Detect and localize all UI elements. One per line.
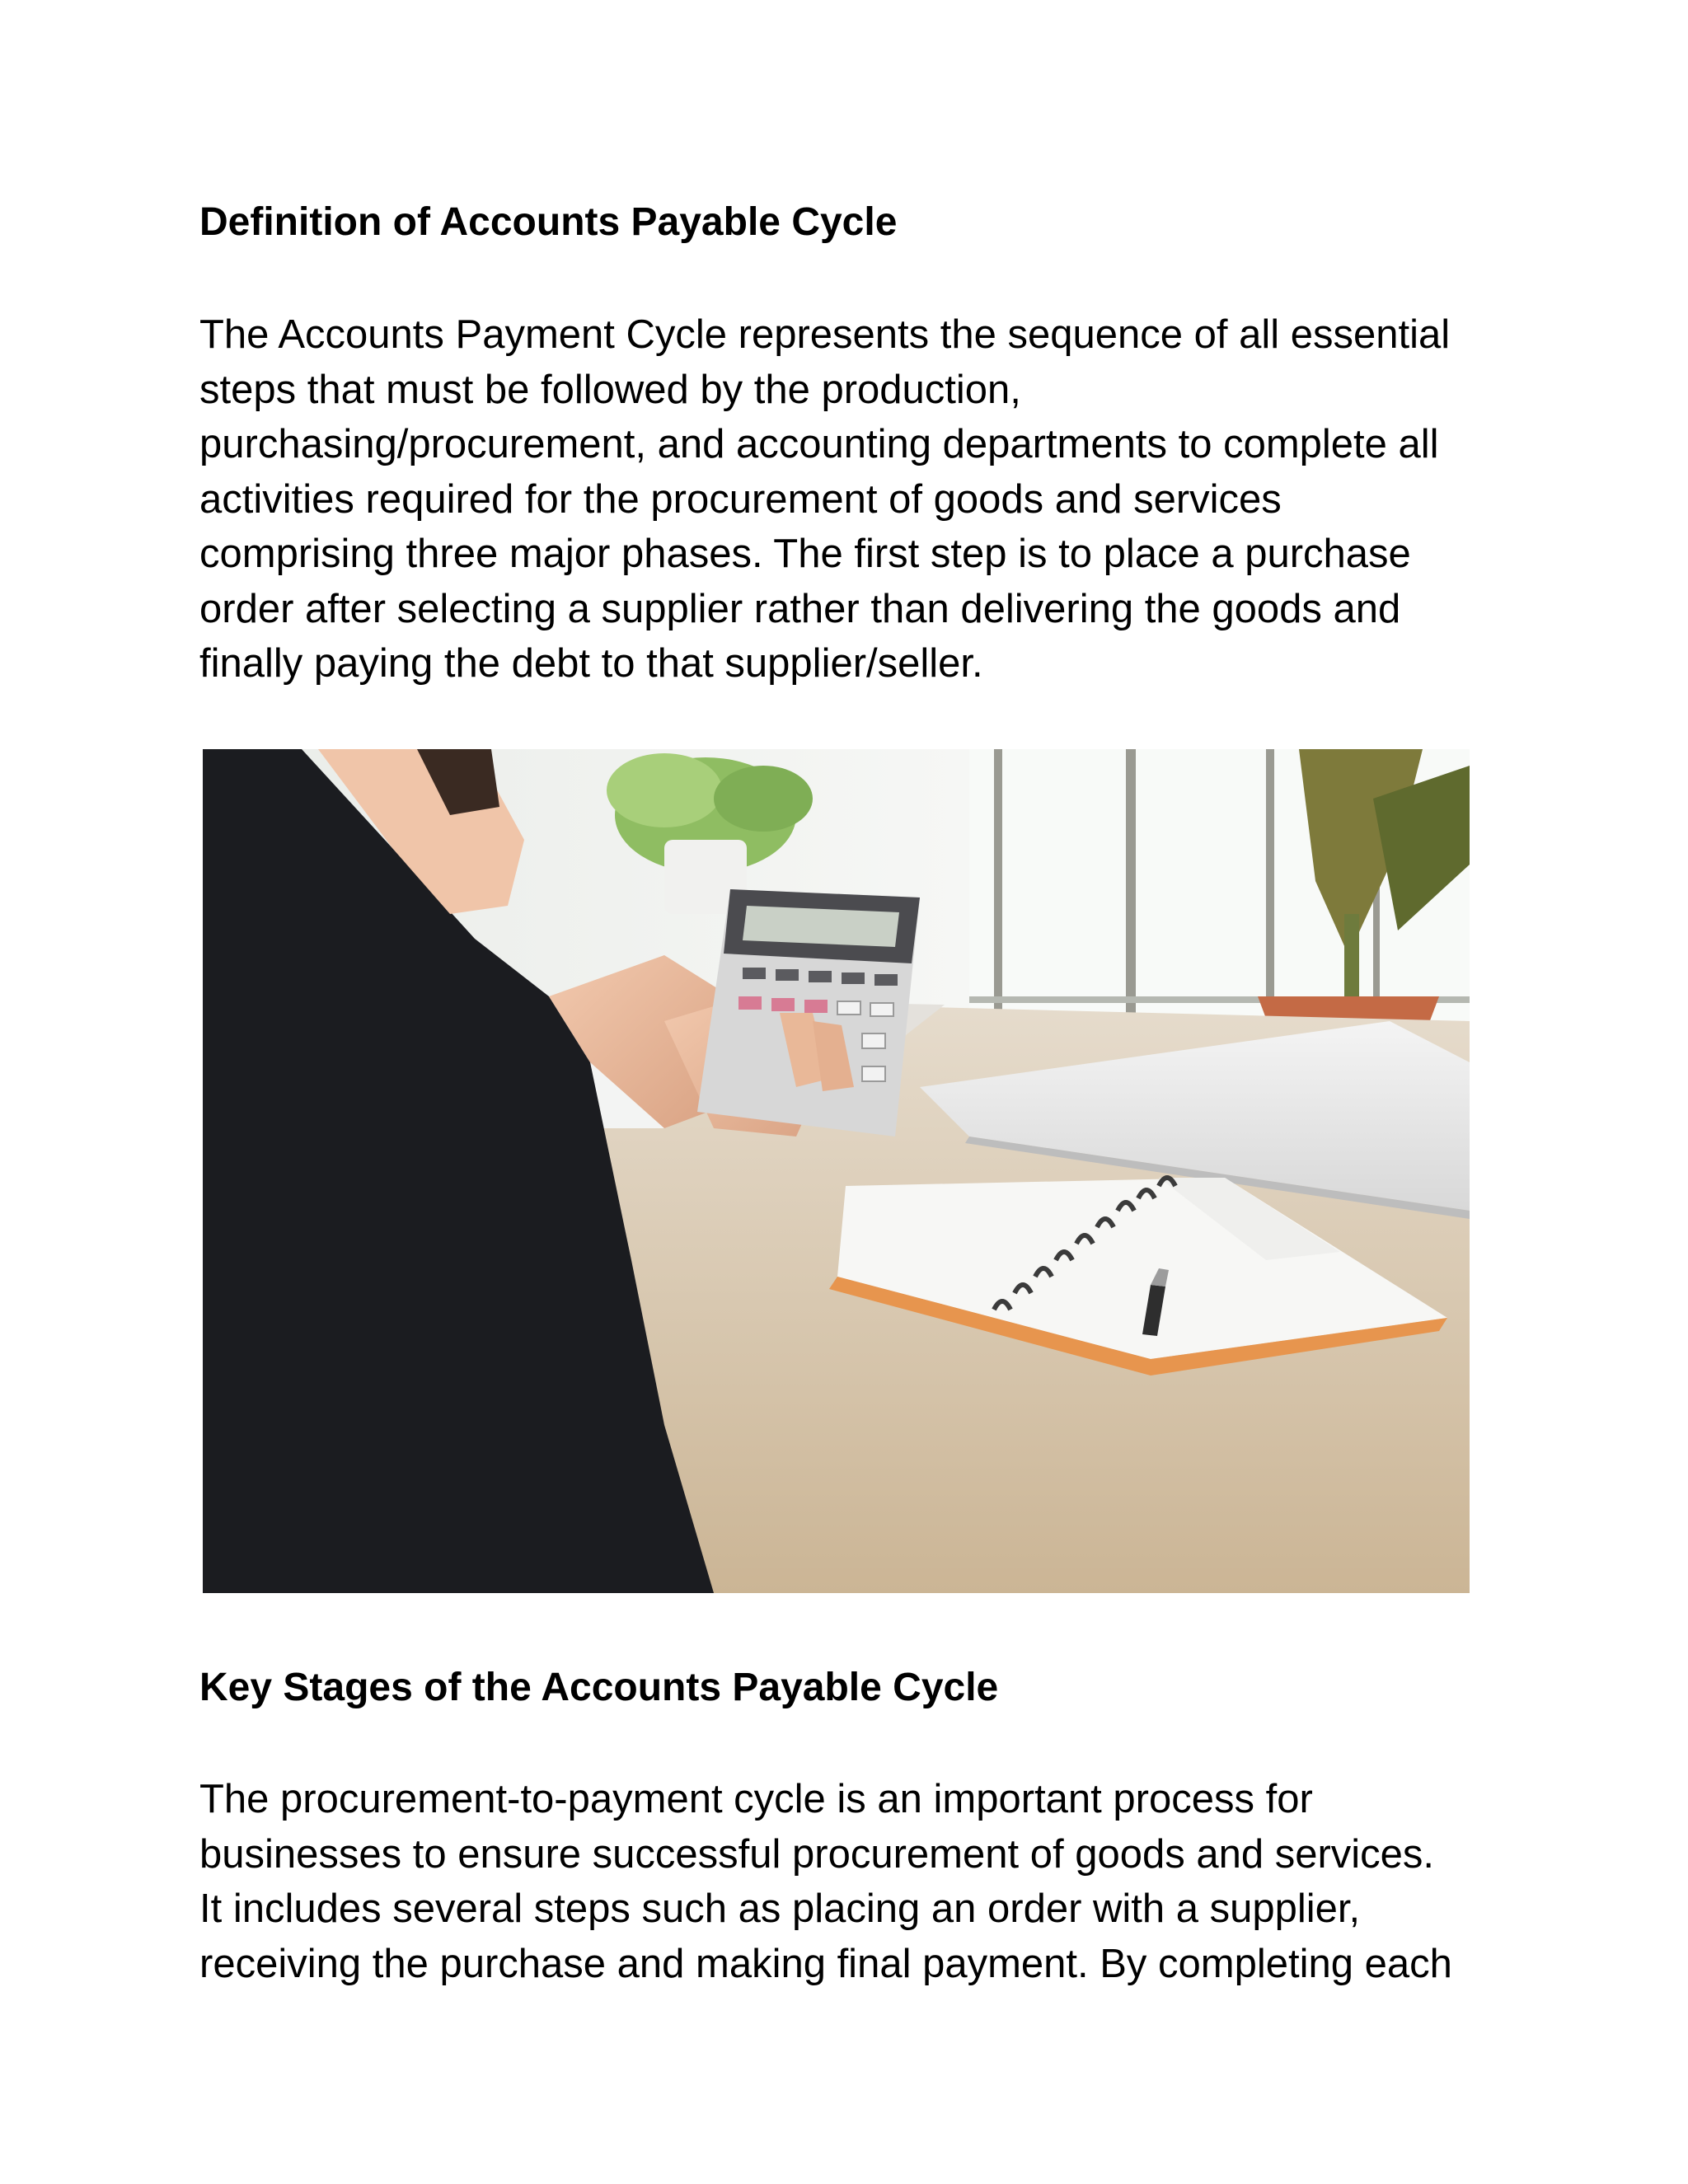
paragraph-line: comprising three major phases. The first step is to place a purchase [199, 532, 1411, 576]
paragraph-line: steps that must be followed by the production, [199, 367, 1021, 412]
person-using-calculator-photo [203, 749, 1470, 1593]
paragraph-line: The Accounts Payment Cycle represents the sequence of all essential [199, 312, 1451, 357]
paragraph-line: purchasing/procurement, and accounting departments to complete all [199, 422, 1439, 466]
paragraph-line: finally paying the debt to that supplier/seller. [199, 641, 983, 686]
paragraph-line: It includes several steps such as placing an order with a supplier, [199, 1886, 1361, 1931]
paragraph-line: businesses to ensure successful procurement of goods and services. [199, 1831, 1435, 1877]
paragraph-line: order after selecting a supplier rather than delivering the goods and [199, 586, 1401, 631]
section-heading-key-stages: Key Stages of the Accounts Payable Cycle [199, 1666, 999, 1709]
paragraph-line: receiving the purchase and making final payment. By completing each [199, 1941, 1452, 1986]
key-stages-paragraph [199, 1772, 1584, 1991]
paragraph-line: activities required for the procurement of goods and services [199, 476, 1282, 522]
paragraph-line: The procurement-to-payment cycle is an important process for [199, 1777, 1313, 1821]
definition-paragraph [199, 307, 1584, 691]
section-heading-definition: Definition of Accounts Payable Cycle [199, 200, 898, 244]
